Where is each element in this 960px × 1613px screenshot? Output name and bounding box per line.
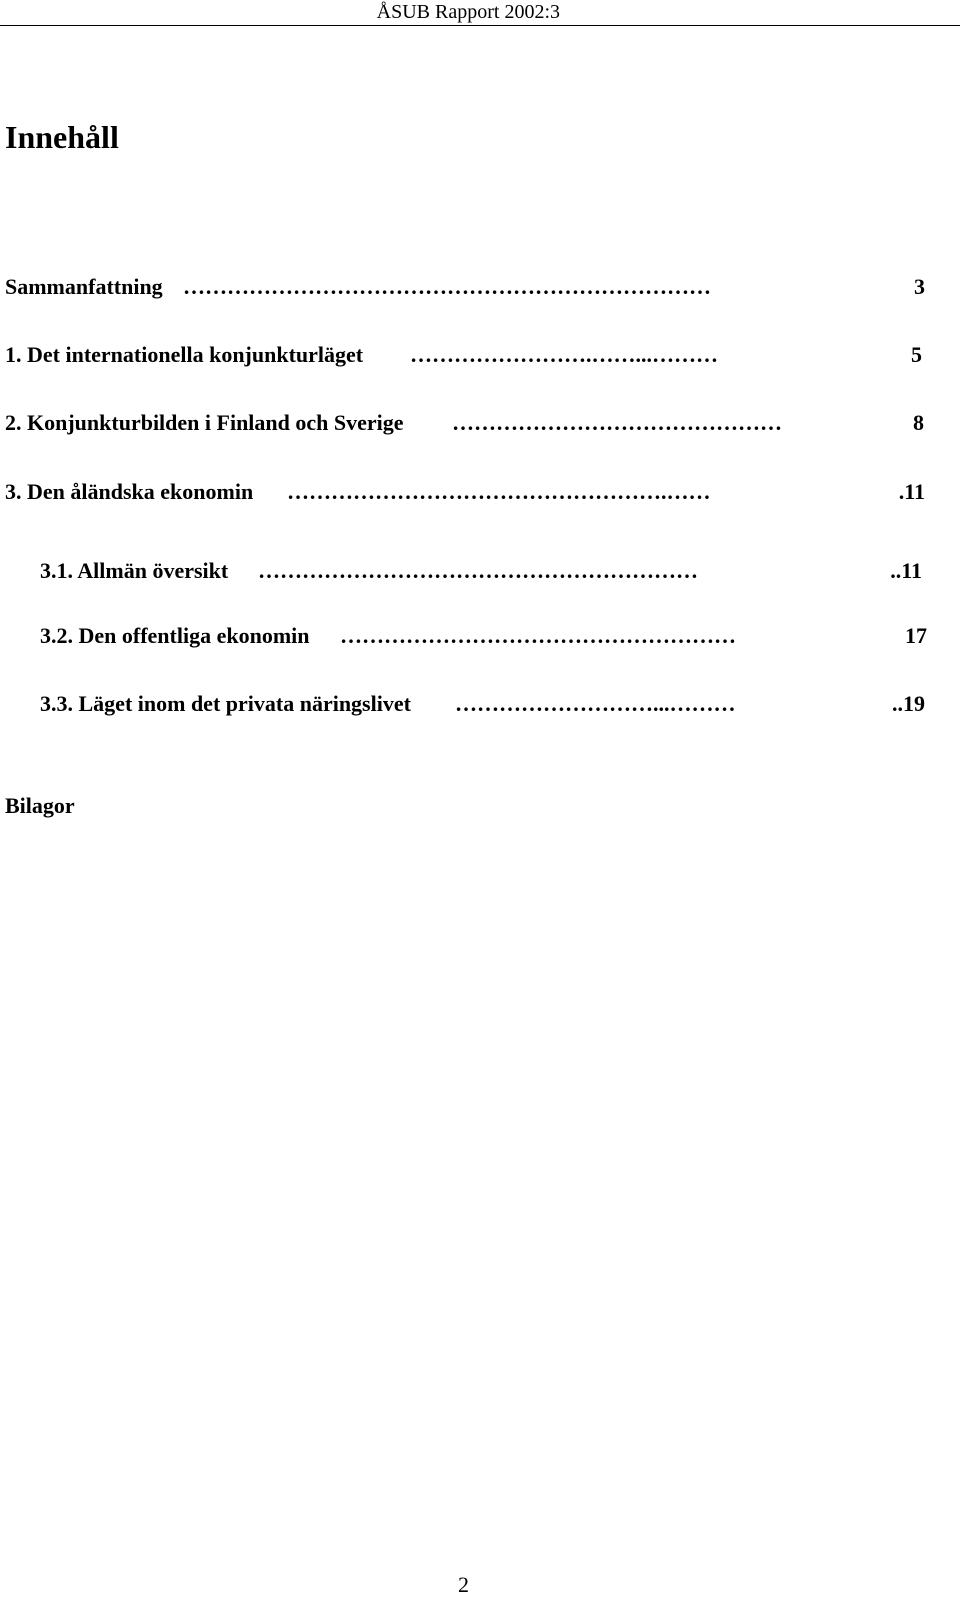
toc-page-number: ..11 [890, 558, 922, 583]
toc-title: 3.2. Den offentliga ekonomin [40, 621, 312, 651]
toc-title: 3. Den åländska ekonomin [5, 477, 255, 507]
toc-page-number: 3 [914, 274, 925, 299]
toc-title: Sammanfattning [5, 272, 165, 302]
toc-entry-alandska-ekonomin[interactable] [5, 477, 925, 507]
toc-leader: ………………………...……… [455, 691, 736, 716]
toc-page-number: 5 [911, 342, 922, 367]
page-title: Innehåll [5, 119, 119, 155]
toc-page-number: 8 [913, 410, 924, 435]
toc-title: 3.1. Allmän översikt [40, 556, 230, 586]
toc-entry-privata-naringslivet[interactable] [40, 689, 925, 719]
toc-leader: ……………………………………………………………… [183, 274, 711, 299]
page-number: 2 [458, 1572, 469, 1597]
toc-title: 2. Konjunkturbilden i Finland och Sverige [5, 408, 406, 438]
toc-entry-sammanfattning[interactable] [5, 272, 925, 302]
toc-leader: ……………………………………………… [340, 623, 736, 648]
toc-leader: ……………………………………… [452, 410, 782, 435]
running-header: ÅSUB Rapport 2002:3 [376, 1, 560, 23]
toc-entry-allman-oversikt[interactable] [40, 556, 922, 586]
toc-page-number: 17 [905, 623, 927, 648]
toc-title: 3.3. Läget inom det privata näringslivet [40, 689, 413, 719]
toc-page-number: ..19 [892, 691, 925, 716]
toc-entry-finland-sverige[interactable] [5, 408, 924, 438]
toc-title: 1. Det internationella konjunkturläget [5, 340, 365, 370]
toc-leader: …………………………………………….…… [287, 479, 711, 504]
toc-entry-internationella[interactable] [5, 340, 922, 370]
toc-leader: …………………….……...……… [410, 342, 718, 367]
toc-leader: …………………………………………………… [258, 558, 698, 583]
header-rule [0, 25, 960, 26]
toc-page-number: .11 [898, 479, 925, 504]
toc-entry-offentliga-ekonomin[interactable] [40, 621, 927, 651]
appendix-heading: Bilagor [5, 793, 75, 818]
